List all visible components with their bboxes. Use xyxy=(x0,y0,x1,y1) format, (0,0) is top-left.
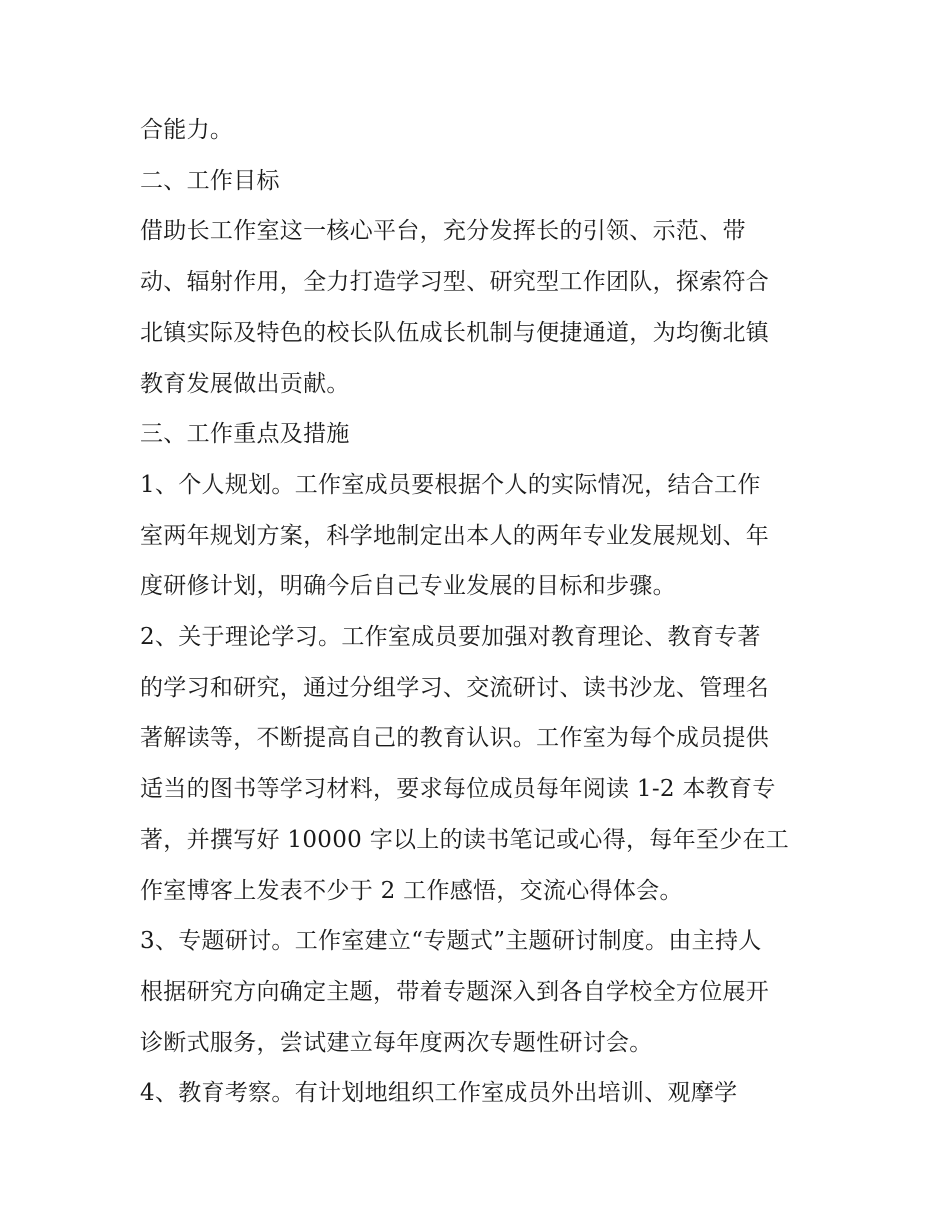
text-line: 3、专题研讨。工作室建立“专题式”主题研讨制度。由主持人 xyxy=(140,928,762,955)
text-line: 动、辐射作用，全力打造学习型、研究型工作团队，探索符合 xyxy=(140,269,770,296)
text-line: 二、工作目标 xyxy=(140,167,280,194)
text-line: 的学习和研究，通过分组学习、交流研讨、读书沙龙、管理名 xyxy=(140,674,770,701)
paragraph-item-4 xyxy=(140,1068,820,1119)
text-line: 著解读等，不断提高自己的教育认识。工作室为每个成员提供 xyxy=(140,725,770,752)
section-heading-measures xyxy=(140,409,820,460)
text-line: 诊断式服务，尝试建立每年度两次专题性研讨会。 xyxy=(140,1029,653,1056)
document-body xyxy=(140,105,820,1119)
text-line: 教育发展做出贡献。 xyxy=(140,370,350,397)
section-heading-goals xyxy=(140,156,820,207)
text-line: 室两年规划方案，科学地制定出本人的两年专业发展规划、年 xyxy=(140,522,770,549)
text-line: 1、个人规划。工作室成员要根据个人的实际情况，结合工作 xyxy=(140,471,761,498)
paragraph-intro-tail xyxy=(140,105,820,156)
text-line: 借助长工作室这一核心平台，充分发挥长的引领、示范、带 xyxy=(140,218,746,245)
text-line: 4、教育考察。有计划地组织工作室成员外出培训、观摩学 xyxy=(140,1080,738,1107)
paragraph-goals xyxy=(140,206,820,409)
text-line: 北镇实际及特色的校长队伍成长机制与便捷通道，为均衡北镇 xyxy=(140,319,770,346)
paragraph-item-2 xyxy=(140,612,820,916)
text-line: 作室博客上发表不少于 2 工作感悟，交流心得体会。 xyxy=(140,877,683,904)
paragraph-item-3 xyxy=(140,916,820,1068)
text-line: 根据研究方向确定主题，带着专题深入到各自学校全方位展开 xyxy=(140,978,770,1005)
text-line: 2、关于理论学习。工作室成员要加强对教育理论、教育专著 xyxy=(140,624,761,651)
text-line: 著，并撰写好 10000 字以上的读书笔记或心得，每年至少在工 xyxy=(140,826,790,853)
text-line: 度研修计划，明确今后自己专业发展的目标和步骤。 xyxy=(140,573,676,600)
paragraph-item-1 xyxy=(140,460,820,612)
text-line: 合能力。 xyxy=(140,117,234,143)
text-line: 适当的图书等学习材料，要求每位成员每年阅读 1-2 本教育专 xyxy=(140,776,776,803)
text-line: 三、工作重点及措施 xyxy=(140,421,350,448)
